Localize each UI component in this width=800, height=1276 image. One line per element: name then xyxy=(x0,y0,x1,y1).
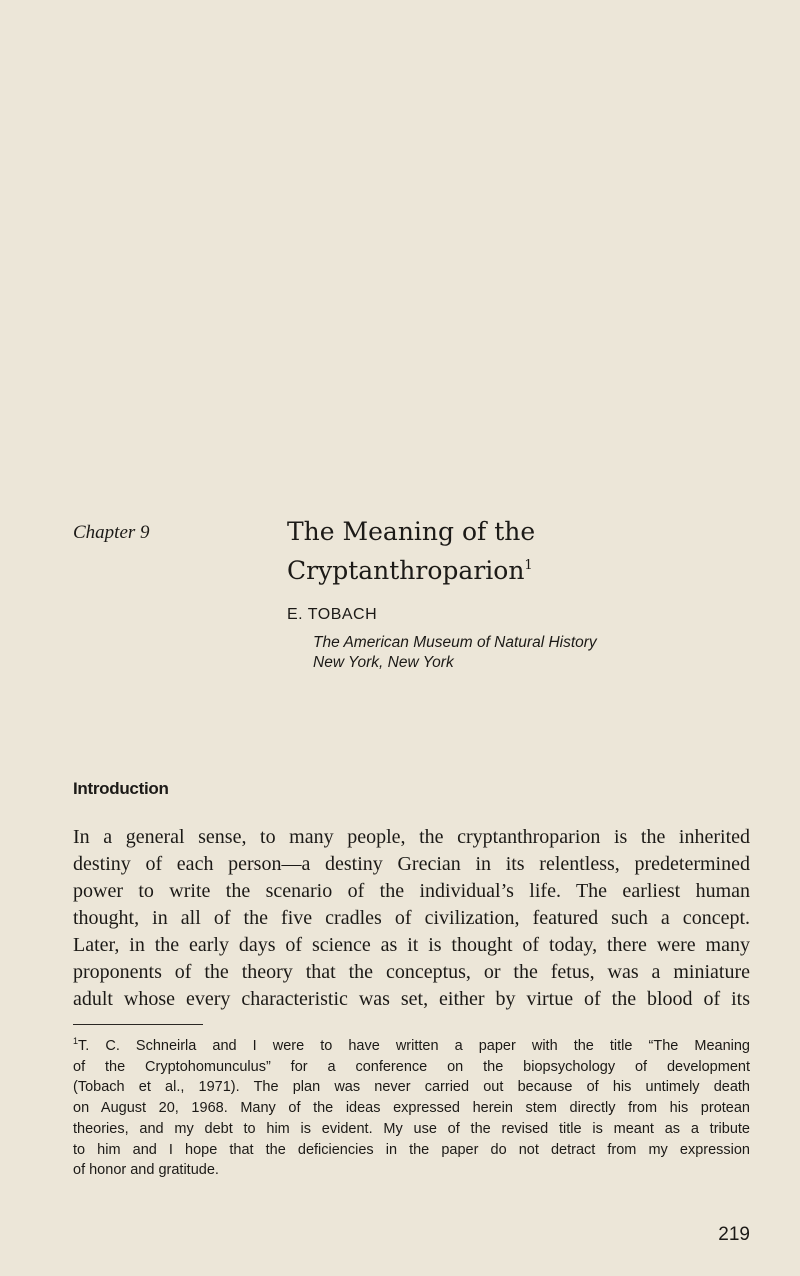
body-line: proponents of the theory that the conceptus, or the fetus, was a miniature xyxy=(73,961,750,983)
title-footnote-mark: 1 xyxy=(524,558,533,573)
chapter-title-word: Cryptanthroparion xyxy=(287,556,525,585)
body-line: adult whose every characteristic was set, either by virtue of the blood of its xyxy=(73,988,750,1010)
footnote-line: (Tobach et al., 1971). The plan was never carried out because of his untimely death xyxy=(73,1079,750,1096)
author-affiliation xyxy=(313,633,597,673)
body-line: Later, in the early days of science as it is thought of today, there were many xyxy=(73,934,750,956)
body-line: thought, in all of the five cradles of civilization, featured such a concept. xyxy=(73,907,750,929)
footnote-line: to him and I hope that the deficiencies in the paper do not detract from my expression xyxy=(73,1141,750,1158)
footnote-line: of the Cryptohomunculus” for a conference on the biopsychology of development xyxy=(73,1058,750,1075)
footnote-line: theories, and my debt to him is evident. My use of the revised title is meant as a tribute xyxy=(73,1120,750,1137)
footnote-line: on August 20, 1968. Many of the ideas expressed herein stem directly from his protean xyxy=(73,1100,750,1117)
page-number: 219 xyxy=(718,1224,750,1245)
author-name: E. TOBACH xyxy=(287,606,378,623)
chapter-title-line-1: The Meaning of the xyxy=(287,517,536,546)
body-line: destiny of each person—a destiny Grecian in its relentless, predetermined xyxy=(73,853,750,875)
affiliation-line-2: New York, New York xyxy=(313,654,454,671)
chapter-label: Chapter 9 xyxy=(73,522,150,543)
body-line: power to write the scenario of the individual’s life. The earliest human xyxy=(73,880,750,902)
footnote xyxy=(73,1031,750,1181)
chapter-title-line-2 xyxy=(287,549,707,588)
footnote-mark: 1 xyxy=(73,1036,79,1046)
section-heading: Introduction xyxy=(73,779,169,798)
affiliation-line-1: The American Museum of Natural History xyxy=(313,634,597,651)
footnote-line: of honor and gratitude. xyxy=(73,1162,219,1179)
body-line: In a general sense, to many people, the cryptanthroparion is the inherited xyxy=(73,826,750,848)
body-paragraph xyxy=(73,824,750,1013)
footnote-divider xyxy=(73,1024,203,1025)
footnote-line xyxy=(73,1031,750,1057)
chapter-title xyxy=(287,515,707,588)
footnote-line-text: T. C. Schneirla and I were to have written a paper with the title “The Meaning xyxy=(78,1038,750,1054)
